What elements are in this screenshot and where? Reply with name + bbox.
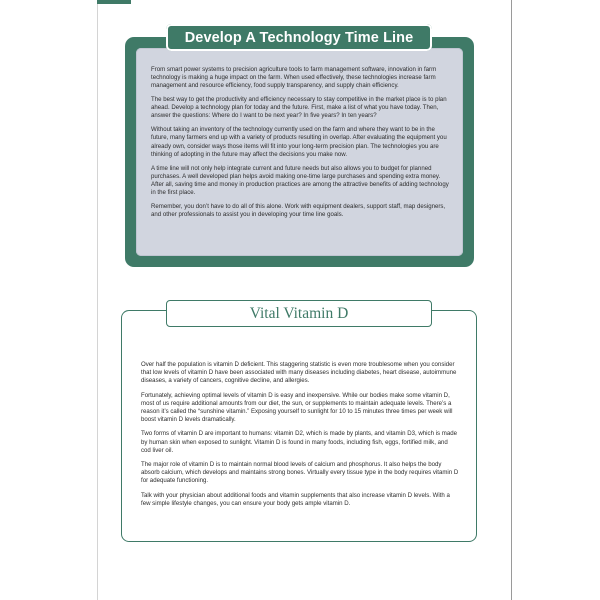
technology-article-title: Develop A Technology Time Line — [184, 29, 414, 46]
vitamin-paragraph-3: Two forms of vitamin D are important to humans: vitamin D2, which is made by plants, and vitamin D3, which is made by human skin when exposed to sunlight. Vitamin D is found in many foods, including fish, eggs, fortified milk, and cod liver oil. — [141, 430, 457, 454]
page-corner-tab — [97, 0, 131, 4]
technology-paragraph-5: Remember, you don’t have to do all of this alone. Work with equipment dealers, support staff, map designers, and other professionals to assist you in developing your time line goals. — [151, 202, 446, 218]
vitamin-paragraph-1: Over half the population is vitamin D deficient. This staggering statistic is even more troublesome when you consider that low levels of vitamin D have been associated with many diseases including diabetes, heart disease, autoimmune diseases, a variety of cancers, cognitive decline, and allergies. — [141, 361, 457, 385]
vitamin-article-title-box — [166, 300, 432, 327]
technology-paragraph-1: From smart power systems to precision agriculture tools to farm management software, innovation in farm technology is making a huge impact on the farm. When used effectively, these technologies increase farm management and resource efficiency, food supply transparency, and supply chain efficiency. — [151, 66, 437, 90]
vitamin-article-body — [141, 361, 459, 514]
vitamin-article-title: Vital Vitamin D — [249, 304, 349, 322]
technology-article-body — [151, 66, 453, 225]
vitamin-paragraph-2: Fortunately, achieving optimal levels of vitamin D is easy and inexpensive. While our bodies make some vitamin D, most of us require additional amounts from our diet, the sun, or supplements to maintain adequate levels. There’s a reason it’s called the “sunshine vitamin.” Exposing yourself to sunlight for 10 to 15 minutes three times per week will boost vitamin D levels dramatically. — [141, 391, 453, 423]
technology-paragraph-4: A time line will not only help integrate current and future needs but also allows you to budget for planned purchases. A well developed plan helps avoid making one-time large purchases and spending extra money. After all, saving time and money in production practices are among the attractive benefits of adding technology in the first place. — [151, 164, 449, 196]
vitamin-paragraph-5: Talk with your physician about additional foods and vitamin supplements that also increase vitamin D levels. With a few simple lifestyle changes, you can ensure your body gets ample vitamin D. — [141, 491, 450, 507]
vitamin-paragraph-4: The major role of vitamin D is to maintain normal blood levels of calcium and phosphorus. It also helps the body absorb calcium, which develops and maintains strong bones. Virtually every tissue type in the body requires vitamin D for adequate functioning. — [141, 461, 459, 485]
technology-paragraph-3: Without taking an inventory of the technology currently used on the farm and where they want to be in the future, many farmers end up with a variety of products resulting in overlap. After evaluating the equipment you already own, consider ways those items will fit into your long-term precision plan. The technologies you are thinking of adopting in the future may affect the decisions you make now. — [151, 126, 447, 158]
technology-paragraph-2: The best way to get the productivity and efficiency necessary to stay competitive in the market place is to plan ahead. Develop a technology plan for today and the future. First, make a list of what you have today. Then, answer the questions: Where do I want to be next year? In five years? In ten years? — [151, 96, 447, 120]
technology-article-title-bar — [166, 24, 432, 51]
